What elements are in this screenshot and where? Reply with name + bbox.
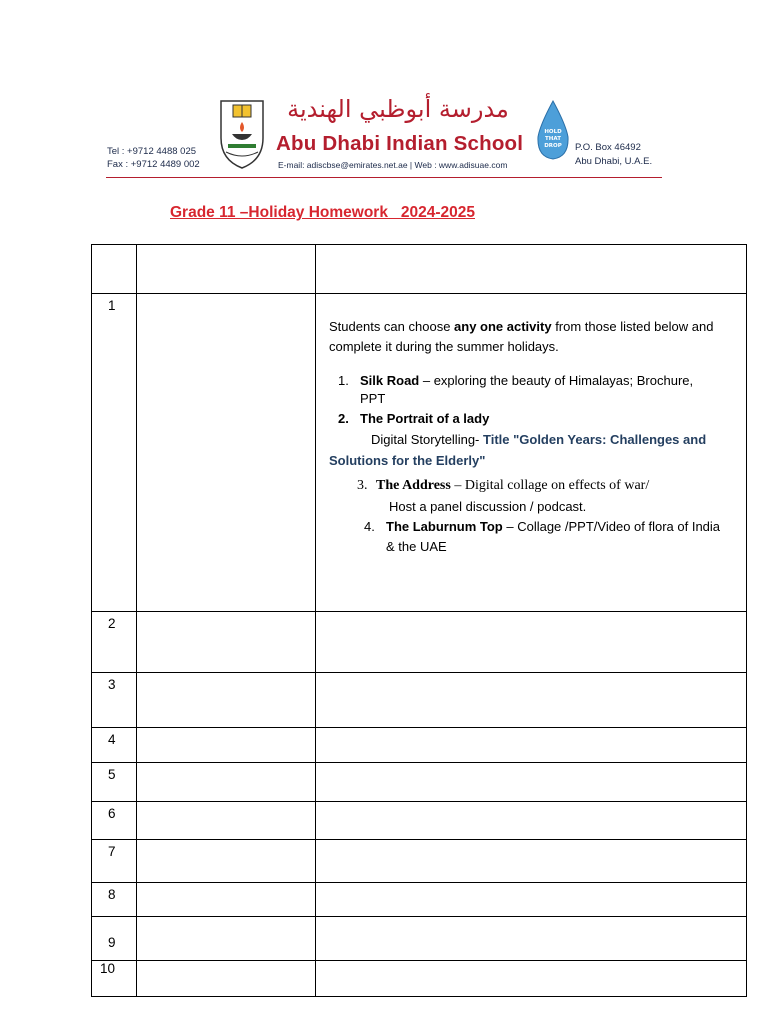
contact-phone-fax [107,145,200,171]
school-name-arabic: مدرسة أبوظبي الهندية [287,95,509,123]
row-number: 10 [92,961,137,997]
activity-4: The Laburnum Top – Collage /PPT/Video of flora of India [386,519,721,534]
details-cell [316,728,747,763]
subject-cell [137,763,316,802]
details-cell [316,612,747,673]
activity-3: The Address – Digital collage on effects of war/ [376,478,650,493]
subject-cell [137,802,316,840]
page-title: Grade 11 –Holiday Homework 2024-2025 [170,204,475,221]
header-cell [92,245,137,294]
table-row [92,728,747,763]
row-number: 9 [92,917,137,961]
drop-text-1: HOLD [544,129,562,135]
drop-text-2: THAT [545,136,561,142]
details-cell [316,883,747,917]
subject-cell [137,961,316,997]
activity-2-line-2: Solutions for the Elderly" [329,453,486,468]
row-number: 8 [92,883,137,917]
subject-cell [137,612,316,673]
tel: Tel : +9712 4488 025 [107,146,197,157]
details-cell [316,673,747,728]
email-web: E-mail: adiscbse@emirates.net.ae | Web : www.adisuae.com [278,160,508,170]
activity-1-num: 1. [338,373,349,388]
water-drop-logo-icon [534,99,572,161]
activity-3-num: 3. [357,478,368,493]
activity-3-line-2: Host a panel discussion / podcast. [389,499,587,514]
row-number: 2 [92,612,137,673]
letterhead-rule [106,177,662,178]
homework-table [91,244,747,997]
subject-cell [137,673,316,728]
row-number: 1 [92,294,137,612]
row-number: 5 [92,763,137,802]
details-cell [316,917,747,961]
table-header-row [92,245,747,294]
subject-cell [137,728,316,763]
subject-cell [137,294,316,612]
activity-4-num: 4. [364,519,375,534]
activity-4-line-2: & the UAE [386,539,447,554]
fax: Fax : +9712 4489 002 [107,159,200,170]
table-row [92,294,747,612]
details-cell [316,840,747,883]
activity-2-line: Digital Storytelling- Title "Golden Years: Challenges and [371,432,707,447]
subject-cell [137,883,316,917]
contact-address [575,141,652,169]
table-row [92,961,747,997]
po-box: P.O. Box 46492 [575,142,641,153]
details-cell [316,802,747,840]
details-cell [316,961,747,997]
school-name: Abu Dhabi Indian School [276,132,524,155]
drop-text-3: DROP [544,143,562,149]
subject-cell [137,917,316,961]
details-cell [316,763,747,802]
activity-1: Silk Road – exploring the beauty of Himalayas; Brochure, PPT [360,373,694,406]
row-number: 6 [92,802,137,840]
header-cell [137,245,316,294]
table-row [92,612,747,673]
table-row [92,840,747,883]
city: Abu Dhabi, U.A.E. [575,156,653,167]
table-row [92,883,747,917]
header-cell [316,245,747,294]
table-row [92,917,747,961]
table-row [92,673,747,728]
row-number: 3 [92,673,137,728]
subject-cell [137,840,316,883]
letterhead [104,95,664,183]
intro-text: Students can choose any one activity from those listed below and complete it during the summer holidays. [329,319,714,354]
row-number: 4 [92,728,137,763]
details-cell [316,294,747,612]
table-row [92,763,747,802]
activity-2-num: 2. [338,411,349,426]
school-crest-icon [218,98,266,170]
row-number: 7 [92,840,137,883]
table-row [92,802,747,840]
activity-2-title: The Portrait of a lady [360,411,490,426]
